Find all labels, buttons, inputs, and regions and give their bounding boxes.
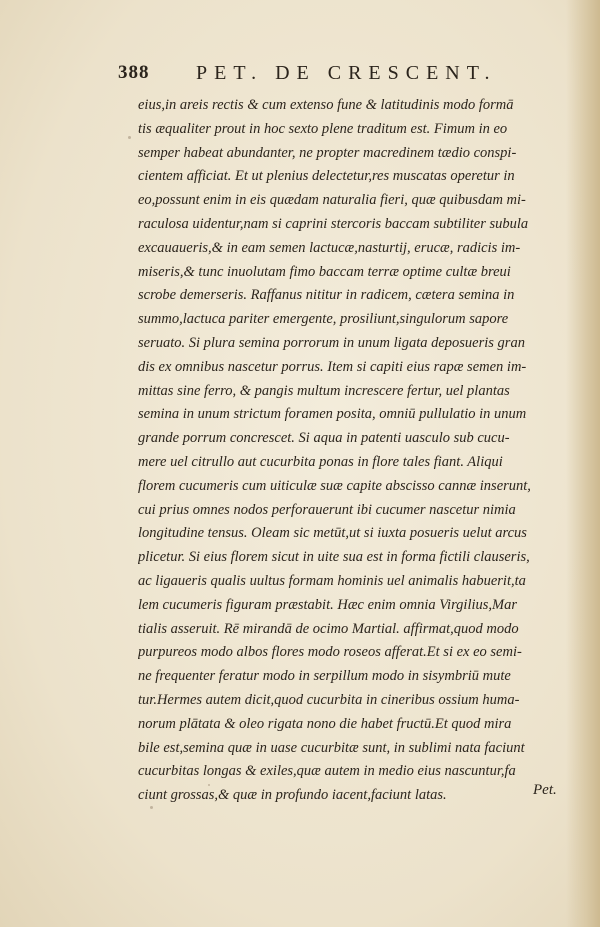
text-line: purpureos modo albos flores modo roseos afferat.Et si ex eo semi- [138,644,522,661]
paper-speck [128,136,131,139]
text-line: lem cucumeris figuram præstabit. Hæc enim omnia Virgilius,Mar [138,596,517,613]
text-line: florem cucumeris cum uiticulæ suæ capite abscisso cannæ inserunt, [138,477,531,494]
text-line: norum plātata & oleo rigata nono die habet fructū.Et quod mira [138,715,512,732]
paper-speck [208,784,210,786]
text-line: ac ligaueris qualis uultus formam hominis uel animalis habuerit,ta [138,572,526,589]
text-line: mere uel citrullo aut cucurbita ponas in flore tales fiant. Aliqui [138,453,503,470]
text-line: mittas sine ferro, & pangis multum increscere fertur, uel plantas [138,382,510,399]
catchword: Pet. [533,782,557,798]
text-line: cientem afficiat. Et ut plenius delectetur,res muscatas operetur in [138,168,515,185]
page-header [118,62,558,86]
text-line: excauaueris,& in eam semen lactucæ,nasturtij, erucæ, radicis im- [138,239,521,256]
text-line: cui prius omnes nodos perforauerunt ibi cucumer nascetur nimia [138,501,516,518]
text-line: bile est,semina quæ in uase cucurbitæ sunt, in sublimi nata faciunt [138,739,525,756]
text-line: raculosa uidentur,nam si caprini stercoris baccam subtiliter subula [138,215,529,232]
running-head: PET. DE CRESCENT. [196,62,497,84]
body-text [138,94,568,808]
text-line: scrobe demerseris. Raffanus nititur in radicem, cætera semina in [138,287,515,304]
paper-speck [322,796,324,798]
text-line: tis æqualiter prout in hoc sexto plene traditum est. Fimum in eo [138,120,508,137]
paper-speck [150,806,153,809]
text-line: miseris,& tunc inuolutam fimo baccam terræ optime cultæ breui [138,263,511,280]
text-line: eius,in areis rectis & cum extenso fune & latitudinis modo formā [138,97,514,113]
text-line: cucurbitas longas & exiles,quæ autem in medio eius nascuntur,fa [138,763,516,780]
text-line: grande porrum concrescet. Si aqua in patenti uasculo sub cucu- [138,430,510,447]
text-line: ne frequenter feratur modo in serpillum modo in sisymbriū mute [138,668,511,685]
text-line: dis ex omnibus nascetur porrus. Item si capiti eius rapæ semen im- [138,358,527,375]
text-line: seruato. Si plura semina porrorum in unum ligata deposueris gran [138,334,525,351]
page-number: 388 [118,62,150,83]
text-line: eo,possunt enim in eis quædam naturalia fieri, quæ quibusdam mi- [138,192,526,209]
page-gutter-shadow [566,0,600,927]
text-line: plicetur. Si eius florem sicut in uite sua est in forma fictili clauseris, [138,549,530,566]
text-line: tialis asseruit. Rē mirandā de ocimo Martial. affirmat,quod modo [138,620,519,637]
text-line: tur.Hermes autem dicit,quod cucurbita in cineribus ossium huma- [138,691,520,708]
text-line: ciunt grossas,& quæ in profundo iacent,faciunt latas. [138,787,447,804]
text-line: semper habeat abundanter, ne propter macredinem tædio conspi- [138,144,517,161]
text-line: longitudine tensus. Oleam sic metūt,ut si iuxta posueris uelut arcus [138,525,527,542]
text-line: summo,lactuca pariter emergente, prosiliunt,singulorum sapore [138,311,509,328]
text-line: semina in unum strictum foramen posita, omniū pullulatio in unum [138,406,527,423]
